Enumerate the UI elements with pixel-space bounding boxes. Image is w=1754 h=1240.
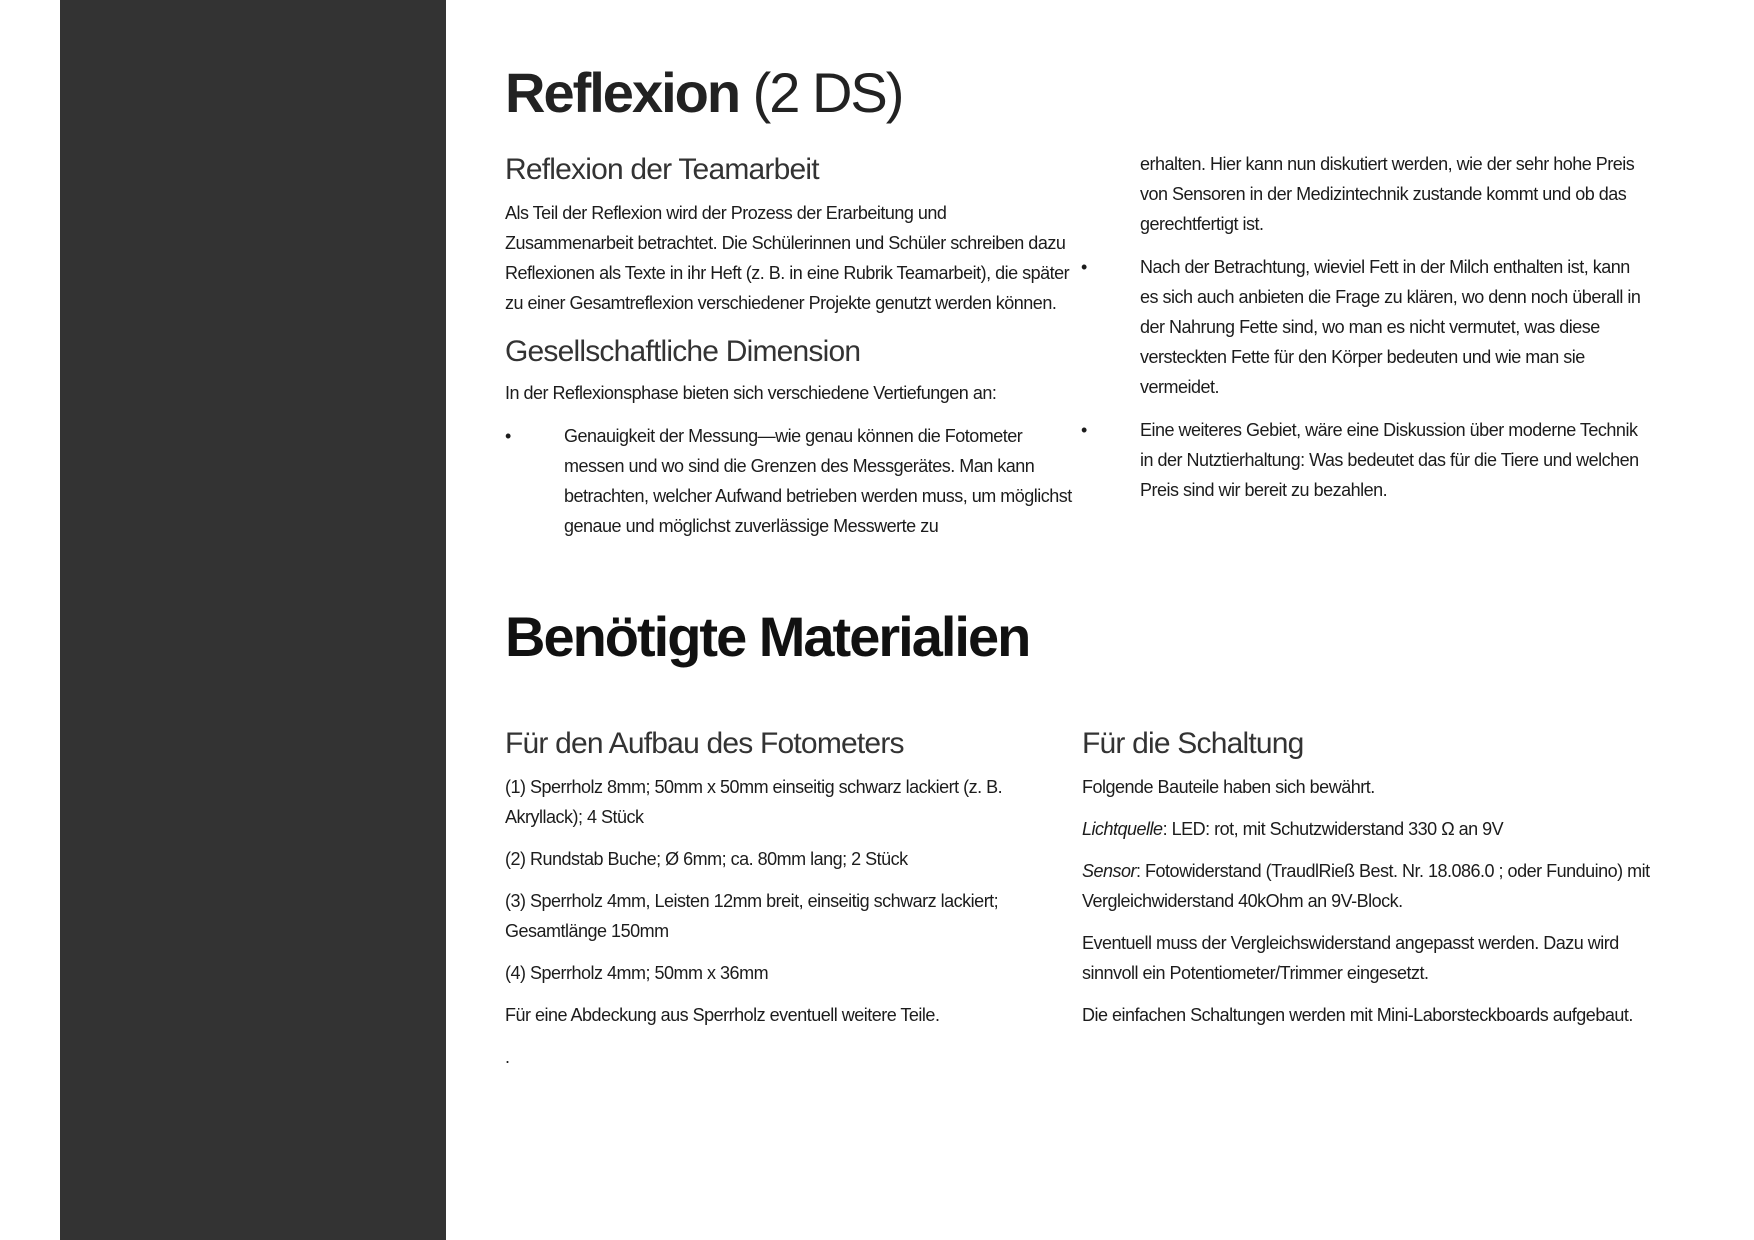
photometer-materials-column bbox=[505, 724, 1077, 1072]
circuit-intro: Folgende Bauteile haben sich bewährt. bbox=[1082, 777, 1375, 797]
list-item bbox=[1081, 252, 1650, 402]
bullet-icon: • bbox=[1081, 420, 1087, 440]
list-item: (3) Sperrholz 4mm, Leisten 12mm breit, einseitig schwarz lackiert; Gesamtlänge 150mm bbox=[505, 891, 999, 941]
list-item bbox=[505, 421, 1075, 541]
bullet-text: Nach der Betrachtung, wieviel Fett in der Milch enthalten ist, kann es sich auch anbieten die Frage zu klären, wo denn noch überall in der Nahrung Fette sind, wo man es nicht vermutet, was diese versteckten Fette für den Körper bedeuten und wie man sie vermeidet. bbox=[1140, 257, 1641, 397]
reflexion-left-column bbox=[505, 150, 1075, 541]
materials-title: Benötigte Materialien bbox=[505, 605, 1030, 668]
society-bullet-list-right bbox=[1081, 149, 1650, 505]
bullet-icon: • bbox=[505, 426, 511, 446]
society-intro: In der Reflexionsphase bieten sich verschiedene Vertiefungen an: bbox=[505, 383, 997, 403]
list-item: . bbox=[505, 1047, 510, 1067]
sensor-text: : Fotowiderstand (TraudlRieß Best. Nr. 18.086.0 ; oder Funduino) mit Vergleichwiderstand 40kOhm an 9V-Block. bbox=[1082, 861, 1650, 911]
bullet-text: Genauigkeit der Messung—wie genau können die Fotometer messen und wo sind die Grenzen des Messgerätes. Man kann betrachten, welcher Aufwand betrieben werden muss, um möglichst genaue und möglichst zuverlässige Messwerte zu bbox=[564, 426, 1072, 536]
reflexion-title bbox=[505, 58, 902, 128]
list-item bbox=[1081, 415, 1650, 505]
light-source-item bbox=[1082, 814, 1652, 844]
resistor-note: Eventuell muss der Vergleichswiderstand angepasst werden. Dazu wird sinnvoll ein Potentiometer/Trimmer eingesetzt. bbox=[1082, 933, 1619, 983]
light-source-label: Lichtquelle bbox=[1082, 819, 1163, 839]
reflexion-title-suffix: (2 DS) bbox=[752, 61, 903, 124]
list-item: (1) Sperrholz 8mm; 50mm x 50mm einseitig schwarz lackiert (z. B. Akryllack); 4 Stück bbox=[505, 777, 1003, 827]
bullet-icon: • bbox=[1081, 257, 1087, 277]
bullet-text: Eine weiteres Gebiet, wäre eine Diskussion über moderne Technik in der Nutztierhaltung: Was bedeutet das für die Tiere und welchen Preis sind wir bereit zu bezahlen. bbox=[1140, 420, 1639, 500]
reflexion-right-column bbox=[1081, 149, 1650, 505]
list-item: Für eine Abdeckung aus Sperrholz eventuell weitere Teile. bbox=[505, 1005, 940, 1025]
teamwork-text: Als Teil der Reflexion wird der Prozess der Erarbeitung und Zusammenarbeit betrachtet. Die Schülerinnen und Schüler schreiben dazu Reflexionen als Texte in ihr Heft (z. B. in eine Rubrik Teamarbeit), die später zu einer Gesamtreflexion verschiedener Projekte genutzt werden können. bbox=[505, 203, 1070, 313]
circuit-materials-column bbox=[1082, 724, 1652, 1030]
society-heading: Gesellschaftliche Dimension bbox=[505, 335, 861, 368]
bullet-text: erhalten. Hier kann nun diskutiert werden, wie der sehr hohe Preis von Sensoren in der Medizintechnik zustande kommt und ob das gerechtfertigt ist. bbox=[1140, 154, 1635, 234]
sensor-label: Sensor bbox=[1082, 861, 1137, 881]
breadboard-note: Die einfachen Schaltungen werden mit Mini-Laborsteckboards aufgebaut. bbox=[1082, 1005, 1633, 1025]
circuit-heading: Für die Schaltung bbox=[1082, 727, 1304, 760]
left-sidebar-bar bbox=[60, 0, 446, 1240]
sensor-item bbox=[1082, 856, 1652, 916]
list-item bbox=[1140, 149, 1650, 239]
photometer-heading: Für den Aufbau des Fotometers bbox=[505, 727, 904, 760]
society-bullet-list-left bbox=[505, 421, 1075, 541]
teamwork-heading: Reflexion der Teamarbeit bbox=[505, 153, 819, 186]
reflexion-title-bold: Reflexion bbox=[505, 61, 740, 124]
light-source-text: : LED: rot, mit Schutzwiderstand 330 Ω an 9V bbox=[1162, 819, 1504, 839]
list-item: (4) Sperrholz 4mm; 50mm x 36mm bbox=[505, 963, 769, 983]
list-item: (2) Rundstab Buche; Ø 6mm; ca. 80mm lang; 2 Stück bbox=[505, 849, 908, 869]
